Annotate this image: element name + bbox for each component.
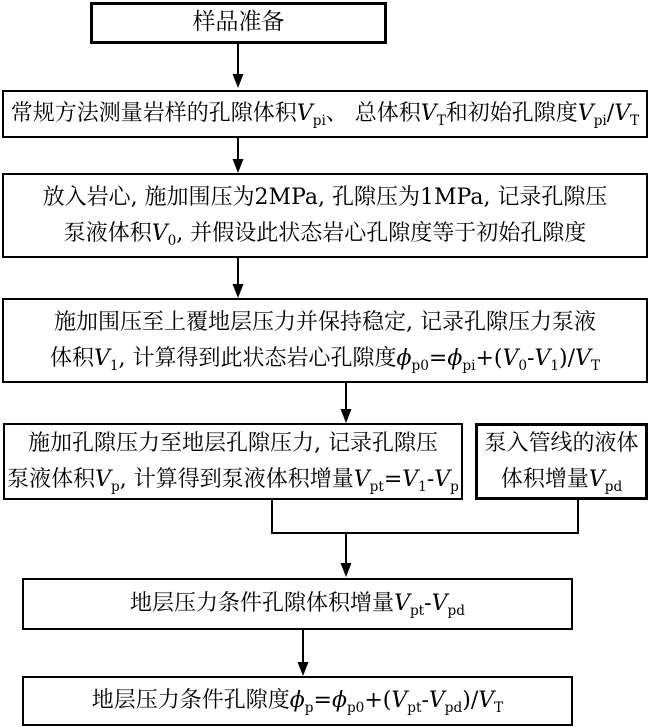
flow-node-apply-overburden-pressure	[2, 298, 648, 383]
flow-node-apply-formation-pore-pressure	[3, 423, 463, 500]
node-text-line: 体积$V_1$, 计算得到此状态岩心孔隙度$\phi_{p0}=\phi_{pi}+(V_0-V_1)/V_T$	[49, 345, 601, 374]
node-text-line: 泵液体积$V_0$, 并假设此状态岩心孔隙度等于初始孔隙度	[63, 220, 587, 249]
node-text-line: 体积增量$V_{pd}$	[500, 466, 623, 495]
arrow-box2-box3	[233, 138, 244, 173]
node-text-line: 地层压力条件孔隙体积增量$V_{pt}-V_{pd}$	[130, 591, 465, 619]
flow-node-pumped-line-volume-increment	[475, 423, 648, 500]
flow-node-formation-pressure-porosity	[22, 676, 573, 726]
arrow-box6-box7	[298, 630, 309, 676]
arrow-box4-box5a	[341, 383, 352, 423]
node-text-line: 常规方法测量岩样的孔隙体积$V_{pi}$、 总体积$V_T$和初始孔隙度$V_{pi}/V_T$	[10, 101, 640, 129]
flow-node-formation-pressure-pore-volume-increment	[22, 578, 573, 630]
node-text-line: 施加孔隙压力至地层孔隙压力, 记录孔隙压	[28, 430, 438, 456]
node-text-line: 泵入管线的液体	[484, 430, 639, 456]
node-text-line: 施加围压至上覆地层压力并保持稳定, 记录孔隙压力泵液	[54, 309, 596, 335]
arrow-box1-box2	[233, 43, 244, 88]
node-text-line: 泵液体积$V_p$, 计算得到泵液体积增量$V_{pt}=V_1-V_p$	[7, 466, 459, 495]
merge-connector-box5-box6	[271, 500, 579, 577]
node-text-line: 样品准备	[192, 9, 285, 36]
flow-node-load-core-initial-pressure	[2, 173, 648, 258]
flow-node-sample-preparation	[90, 2, 387, 44]
arrow-box3-box4	[233, 258, 244, 298]
node-text-line: 放入岩心, 施加围压为2MPa, 孔隙压为1MPa, 记录孔隙压	[42, 184, 608, 210]
flow-node-conventional-measurement	[2, 90, 648, 138]
node-text-line: 地层压力条件孔隙度$\phi_p=\phi_{p0}+(V_{pt}-V_{pd})/V_T$	[91, 688, 504, 716]
